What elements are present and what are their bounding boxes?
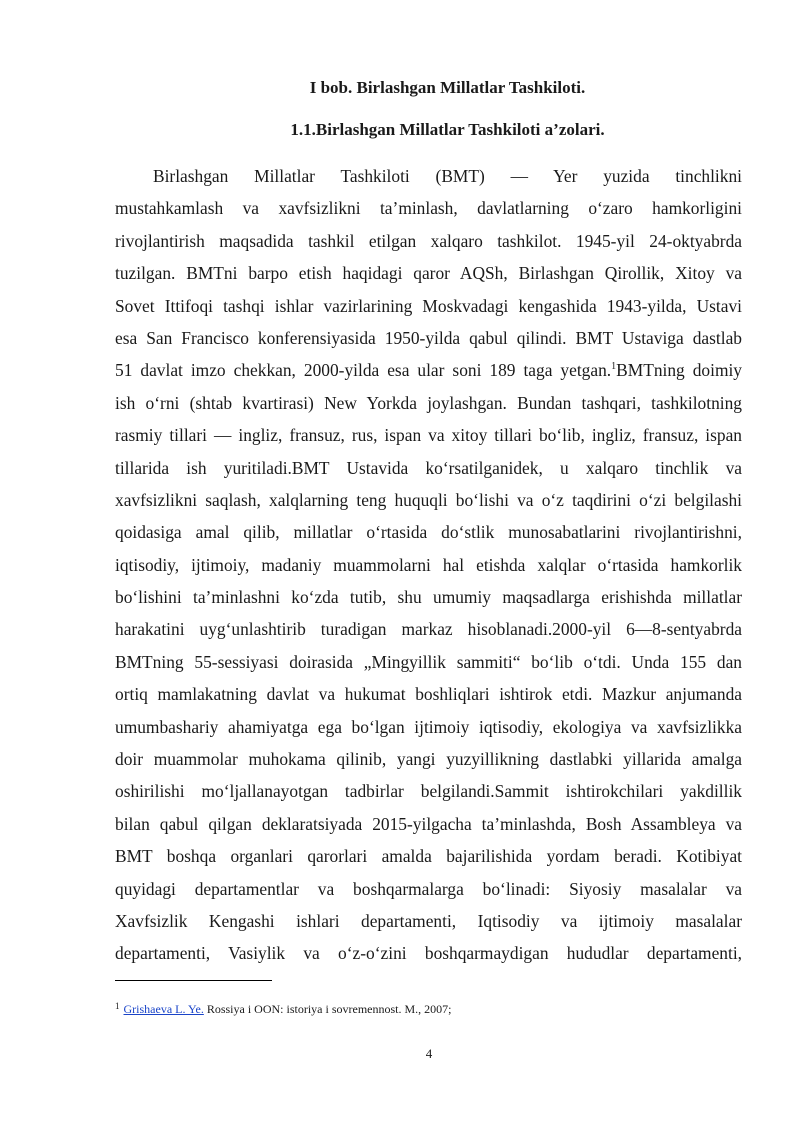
footnote-text: Rossiya i OON: istoriya i sovremennost. M., 2007; bbox=[203, 1002, 452, 1016]
text-line: xavfsizlikni saqlash, xalqlarning teng huquqli bo‘lishi va o‘z taqdirini o‘zi belgilashi bbox=[115, 489, 742, 510]
text-line: esa San Francisco konferensiyasida 1950-yilda qabul qilindi. BMT Ustaviga dastlab bbox=[115, 327, 742, 348]
text-line: qoidasiga amal qilib, millatlar o‘rtasida do‘stlik munosabatlarini rivojlantirishni, bbox=[115, 522, 742, 543]
text-line-segment: BMTning doimiy bbox=[616, 360, 743, 381]
text-line-segment: 51 davlat imzo chekkan, 2000-yilda esa ular soni 189 taga yetgan. bbox=[115, 360, 612, 381]
text-line: quyidagi departamentlar va boshqarmalarga bo‘linadi: Siyosiy masalalar va bbox=[115, 878, 742, 899]
text-line: iqtisodiy, ijtimoiy, madaniy muammolarni hal etishda xalqlar o‘rtasida hamkorlik bbox=[115, 554, 742, 575]
chapter-title: I bob. Birlashgan Millatlar Tashkiloti. bbox=[309, 78, 586, 97]
text-line: Xavfsizlik Kengashi ishlari departamenti, Iqtisodiy va ijtimoiy masalalar bbox=[115, 910, 742, 931]
page-number: 4 bbox=[425, 1046, 433, 1061]
text-line: rasmiy tillari — ingliz, fransuz, rus, ispan va xitoy tillari bo‘lib, ingliz, fransuz, ispan bbox=[115, 425, 742, 446]
text-line: bilan qabul qilgan deklaratsiyada 2015-yilgacha ta’minlashda, Bosh Assambleya va bbox=[115, 813, 742, 834]
body-paragraph bbox=[115, 160, 742, 970]
footnote-reference[interactable]: 1 bbox=[611, 361, 617, 373]
footnote-separator bbox=[115, 980, 272, 981]
text-line: rivojlantirish maqsadida tashkil etilgan xalqaro tashkilot. 1945-yil 24-oktyabrda bbox=[115, 230, 742, 251]
text-line: oshirilishi mo‘ljallanayotgan tadbirlar belgilandi.Sammit ishtirokchilari yakdillik bbox=[115, 781, 742, 802]
text-line: BMTning 55-sessiyasi doirasida „Mingyillik sammiti“ bo‘lib o‘tdi. Unda 155 dan bbox=[115, 651, 742, 672]
text-line: ish o‘rni (shtab kvartirasi) New Yorkda joylashgan. Bundan tashqari, tashkilotning bbox=[115, 392, 742, 413]
text-line: doir muammolar muhokama qilinib, yangi yuzyillikning dastlabki yillarida amalga bbox=[115, 749, 742, 770]
text-line-with-footnote-ref bbox=[115, 354, 742, 386]
text-line: departamenti, Vasiylik va o‘z-o‘zini boshqarmaydigan hududlar departamenti, bbox=[115, 943, 742, 964]
text-line: mustahkamlash va xavfsizlikni ta’minlash, davlatlarning o‘zaro hamkorligini bbox=[115, 198, 742, 219]
text-line: Birlashgan Millatlar Tashkiloti (BMT) — Yer yuzida tinchlikni bbox=[153, 166, 742, 186]
text-line: harakatini uyg‘unlashtirib turadigan markaz hisoblanadi.2000-yil 6—8-sentyabrda bbox=[115, 619, 742, 640]
section-title: 1.1.Birlashgan Millatlar Tashkiloti a’zolari. bbox=[290, 120, 605, 139]
text-line: tillarida ish yuritiladi.BMT Ustavida ko‘rsatilganidek, u xalqaro tinchlik va bbox=[115, 457, 742, 478]
text-line: umumbashariy ahamiyatga ega bo‘lgan ijtimoiy iqtisodiy, ekologiya va xavfsizlikka bbox=[115, 716, 742, 737]
text-line: bo‘lishini ta’minlashni ko‘zda tutib, shu umumiy maqsadlarga erishishda millatlar bbox=[115, 587, 742, 608]
text-line: tuzilgan. BMTni barpo etish haqidagi qaror AQSh, Birlashgan Qirollik, Xitoy va bbox=[115, 263, 742, 284]
footnote-author-link[interactable]: Grishaeva L. Ye. bbox=[123, 1002, 204, 1016]
footnote-mark: 1 bbox=[115, 1001, 120, 1011]
text-line: BMT boshqa organlari qarorlari amalda bajarilishida yordam beradi. Kotibiyat bbox=[115, 846, 742, 867]
footnote bbox=[115, 1001, 452, 1017]
text-line: ortiq mamlakatning davlat va hukumat boshliqlari ishtirok etdi. Mazkur anjumanda bbox=[115, 684, 742, 705]
text-line: Sovet Ittifoqi tashqi ishlar vazirlarining Moskvadagi kengashida 1943-yilda, Ustavi bbox=[115, 295, 742, 316]
